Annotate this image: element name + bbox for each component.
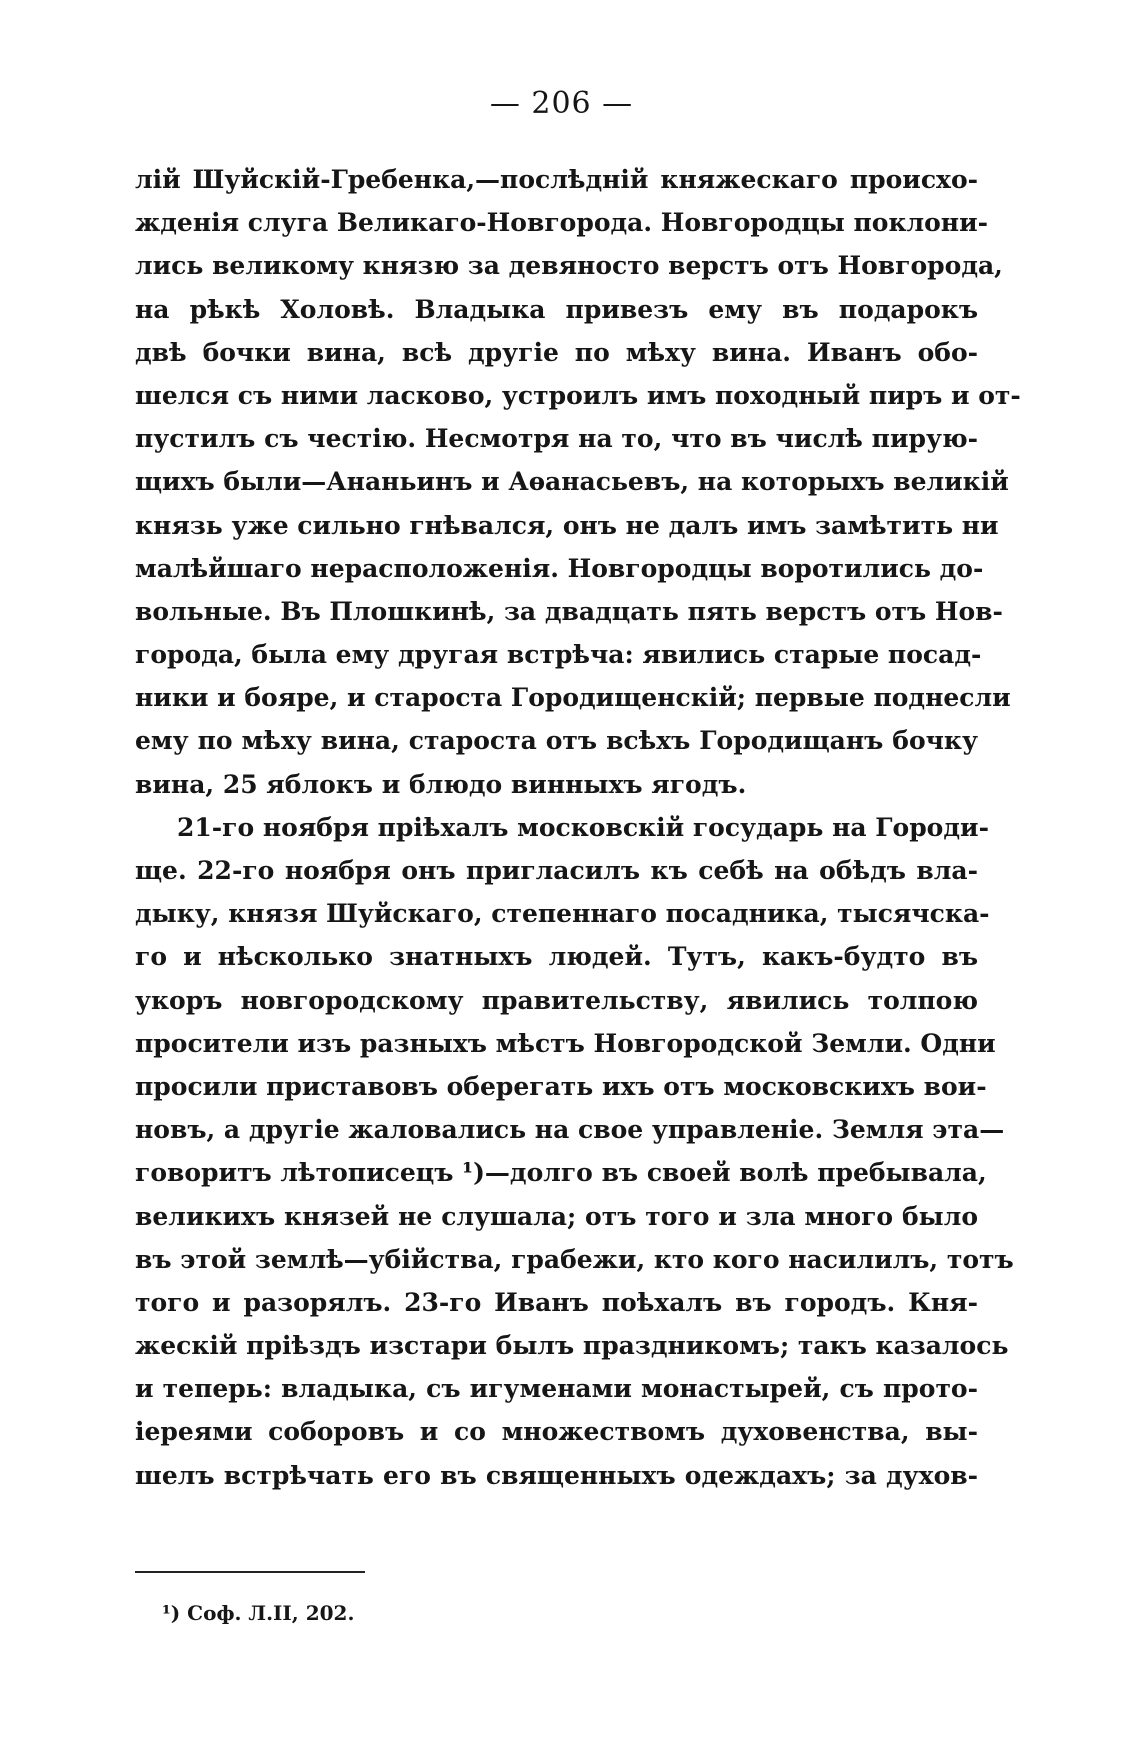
text-line: шелся съ ними ласково, устроилъ имъ походный пиръ и от- <box>135 380 1021 410</box>
text-line: укоръ новгородскому правительству, явились толпою <box>135 985 978 1015</box>
text-line: шелъ встрѣчать его въ священныхъ одеждахъ; за духов- <box>135 1460 978 1490</box>
footnote: ¹) Соф. Л.II, 202. <box>162 1601 355 1625</box>
text-line: лій Шуйскій-Гребенка,—послѣдній княжескаго происхо- <box>135 165 978 194</box>
text-line: вольные. Въ Плошкинѣ, за двадцать пять верстъ отъ Нов- <box>135 596 1003 626</box>
footnote-divider <box>135 1571 365 1573</box>
text-line: пустилъ съ честію. Несмотря на то, что въ числѣ пирую- <box>135 424 978 454</box>
text-line: дыку, князя Шуйскаго, степеннаго посадника, тысячска- <box>135 899 990 929</box>
text-line: князь уже сильно гнѣвался, онъ не далъ имъ замѣтить ни <box>135 510 999 540</box>
body-text <box>135 158 1021 1497</box>
text-line: въ этой землѣ—убійства, грабежи, кто кого насилилъ, тотъ <box>135 1244 1014 1274</box>
text-line: просили приставовъ оберегать ихъ отъ московскихъ вои- <box>135 1071 987 1101</box>
text-line: города, была ему другая встрѣча: явились старые посад- <box>135 640 982 670</box>
text-line: жескій пріѣздъ изстари былъ праздникомъ; такъ казалось <box>135 1331 1009 1361</box>
text-line: просители изъ разныхъ мѣстъ Новгородской Земли. Одни <box>135 1028 996 1058</box>
text-line: на рѣкѣ Холовѣ. Владыка привезъ ему въ подарокъ <box>135 294 978 324</box>
text-line: и теперь: владыка, съ игуменами монастырей, съ прото- <box>135 1374 978 1404</box>
text-line: говоритъ лѣтописецъ ¹)—долго въ своей волѣ пребывала, <box>135 1158 987 1188</box>
text-line: го и нѣсколько знатныхъ людей. Тутъ, какъ-будто въ <box>135 942 978 972</box>
text-line: жденія слуга Великаго-Новгорода. Новгородцы поклони- <box>135 208 989 238</box>
text-line: щихъ были—Ананьинъ и Аѳанасьевъ, на которыхъ великій <box>135 467 1009 497</box>
text-line: ще. 22-го ноября онъ пригласилъ къ себѣ на обѣдъ вла- <box>135 856 978 885</box>
text-line: новъ, а другіе жаловались на свое управленіе. Земля эта— <box>135 1115 1005 1145</box>
text-line: іереями соборовъ и со множествомъ духовенства, вы- <box>135 1417 978 1447</box>
text-line: лись великому князю за девяносто верстъ отъ Новгорода, <box>135 251 1003 281</box>
page-number: — 206 — <box>489 86 634 121</box>
text-line-paragraph-start: 21-го ноября пріѣхалъ московскій государь на Городи- <box>177 812 989 842</box>
text-line: ему по мѣху вина, староста отъ всѣхъ Городищанъ бочку <box>135 726 978 756</box>
text-line: двѣ бочки вина, всѣ другіе по мѣху вина. Иванъ обо- <box>135 337 978 367</box>
text-line: того и разорялъ. 23-го Иванъ поѣхалъ въ городъ. Кня- <box>135 1287 978 1317</box>
text-line: ники и бояре, и староста Городищенскій; первые поднесли <box>135 683 1011 713</box>
text-line-paragraph-end: вина, 25 яблокъ и блюдо винныхъ ягодъ. <box>135 769 747 799</box>
text-line: великихъ князей не слушала; отъ того и зла много было <box>135 1201 978 1231</box>
text-line: малѣйшаго нерасположенія. Новгородцы воротились до- <box>135 553 984 583</box>
